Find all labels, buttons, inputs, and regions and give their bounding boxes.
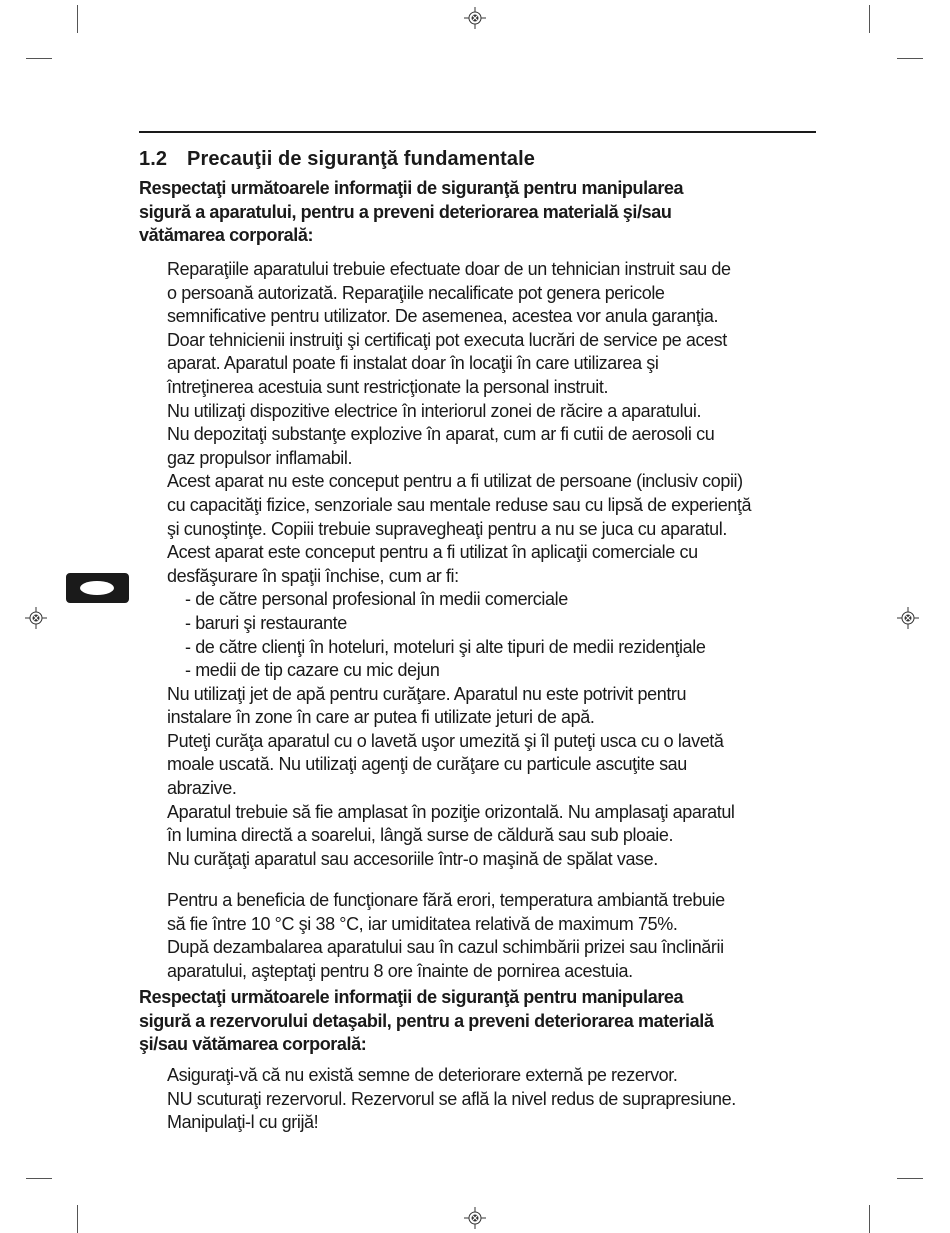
operating-conditions-text: [167, 889, 827, 983]
language-tab-oval: [80, 581, 114, 595]
text-line: desfăşurare în spaţii închise, cum ar fi:: [167, 565, 459, 586]
text-line: Manipulaţi-l cu grijă!: [167, 1112, 319, 1133]
text-line: Aparatul trebuie să fie amplasat în poziţie orizontală. Nu amplasaţi aparatul: [167, 801, 735, 822]
text-line: Reparaţiile aparatului trebuie efectuate doar de un tehnician instruit sau de: [167, 259, 731, 279]
text-line: aparatului, aşteptaţi pentru 8 ore înainte de pornirea acestuia.: [167, 960, 633, 981]
intro-line: sigură a aparatului, pentru a preveni deteriorarea materială şi/sau: [139, 201, 672, 222]
text-line: Nu depozitaţi substanţe explozive în aparat, cum ar fi cutii de aerosoli cu: [167, 424, 715, 445]
crop-mark: [26, 58, 52, 59]
text-line: o persoană autorizată. Reparaţiile necalificate pot genera pericole: [167, 282, 665, 303]
registration-mark-icon: [25, 607, 47, 629]
text-line: abrazive.: [167, 778, 237, 799]
list-item: - de către personal profesional în medii comerciale: [185, 589, 568, 610]
text-line: După dezambalarea aparatului sau în cazul schimbării prizei sau înclinării: [167, 937, 724, 958]
registration-mark-icon: [464, 7, 486, 29]
text-line: aparat. Aparatul poate fi instalat doar în locaţii în care utilizarea şi: [167, 353, 659, 374]
intro-line: vătămarea corporală:: [139, 225, 314, 246]
text-line: NU scuturaţi rezervorul. Rezervorul se află la nivel redus de suprapresiune.: [167, 1088, 736, 1109]
appliance-safety-text: [167, 258, 827, 871]
list-item: - baruri şi restaurante: [185, 612, 347, 633]
crop-mark: [897, 58, 923, 59]
crop-mark: [77, 5, 78, 33]
text-line: cu capacităţi fizice, senzoriale sau mentale reduse sau cu lipsă de experienţă: [167, 494, 752, 515]
crop-mark: [869, 5, 870, 33]
tank-safety-text: [167, 1064, 827, 1135]
tank-safety-intro: [139, 986, 789, 1057]
crop-mark: [897, 1178, 923, 1179]
text-line: Acest aparat este conceput pentru a fi utilizat în aplicaţii comerciale cu: [167, 542, 698, 563]
language-tab: [66, 573, 129, 603]
intro-line: şi/sau vătămarea corporală:: [139, 1034, 367, 1055]
crop-mark: [77, 1205, 78, 1233]
section-number: 1.2: [139, 148, 168, 170]
registration-mark-icon: [464, 1207, 486, 1229]
text-line: Pentru a beneficia de funcţionare fără erori, temperatura ambiantă trebuie: [167, 890, 725, 910]
section-title: [139, 147, 535, 171]
text-line: moale uscată. Nu utilizaţi agenţi de curăţare cu particule ascuţite sau: [167, 754, 687, 775]
appliance-safety-intro: [139, 177, 789, 248]
text-line: şi cunoştinţe. Copiii trebuie supravegheaţi pentru a nu se juca cu aparatul.: [167, 518, 727, 539]
intro-line: Respectaţi următoarele informaţii de siguranţă pentru manipularea: [139, 987, 684, 1007]
text-line: semnificative pentru utilizator. De asemenea, acestea vor anula garanţia.: [167, 306, 719, 327]
text-line: Asiguraţi-vă că nu există semne de deteriorare externă pe rezervor.: [167, 1065, 678, 1085]
list-item: - de către clienţi în hoteluri, moteluri şi alte tipuri de medii rezidenţiale: [185, 636, 706, 657]
text-line: Nu utilizaţi jet de apă pentru curăţare. Aparatul nu este potrivit pentru: [167, 683, 687, 704]
intro-line: sigură a rezervorului detaşabil, pentru a preveni deteriorarea materială: [139, 1010, 714, 1031]
section-rule: [139, 131, 816, 133]
text-line: Doar tehnicienii instruiţi şi certificaţi pot executa lucrări de service pe acest: [167, 329, 727, 350]
text-line: întreţinerea acestuia sunt restricţionate la personal instruit.: [167, 376, 609, 397]
intro-line: Respectaţi următoarele informaţii de siguranţă pentru manipularea: [139, 178, 684, 198]
registration-mark-icon: [897, 607, 919, 629]
text-line: gaz propulsor inflamabil.: [167, 447, 353, 468]
text-line: să fie între 10 °C şi 38 °C, iar umiditatea relativă de maximum 75%.: [167, 913, 678, 934]
text-line: Acest aparat nu este conceput pentru a fi utilizat de persoane (inclusiv copii): [167, 471, 743, 492]
text-line: instalare în zone în care ar putea fi utilizate jeturi de apă.: [167, 707, 595, 728]
text-line: Nu curăţaţi aparatul sau accesoriile într-o maşină de spălat vase.: [167, 848, 658, 869]
text-line: Puteţi curăţa aparatul cu o lavetă uşor umezită şi îl puteţi usca cu o lavetă: [167, 730, 724, 751]
crop-mark: [869, 1205, 870, 1233]
section-title-text: Precauţii de siguranţă fundamentale: [187, 148, 536, 170]
list-item: - medii de tip cazare cu mic dejun: [185, 660, 440, 681]
text-line: Nu utilizaţi dispozitive electrice în interiorul zonei de răcire a aparatului.: [167, 400, 702, 421]
crop-mark: [26, 1178, 52, 1179]
text-line: în lumina directă a soarelui, lângă surse de căldură sau sub ploaie.: [167, 825, 674, 846]
